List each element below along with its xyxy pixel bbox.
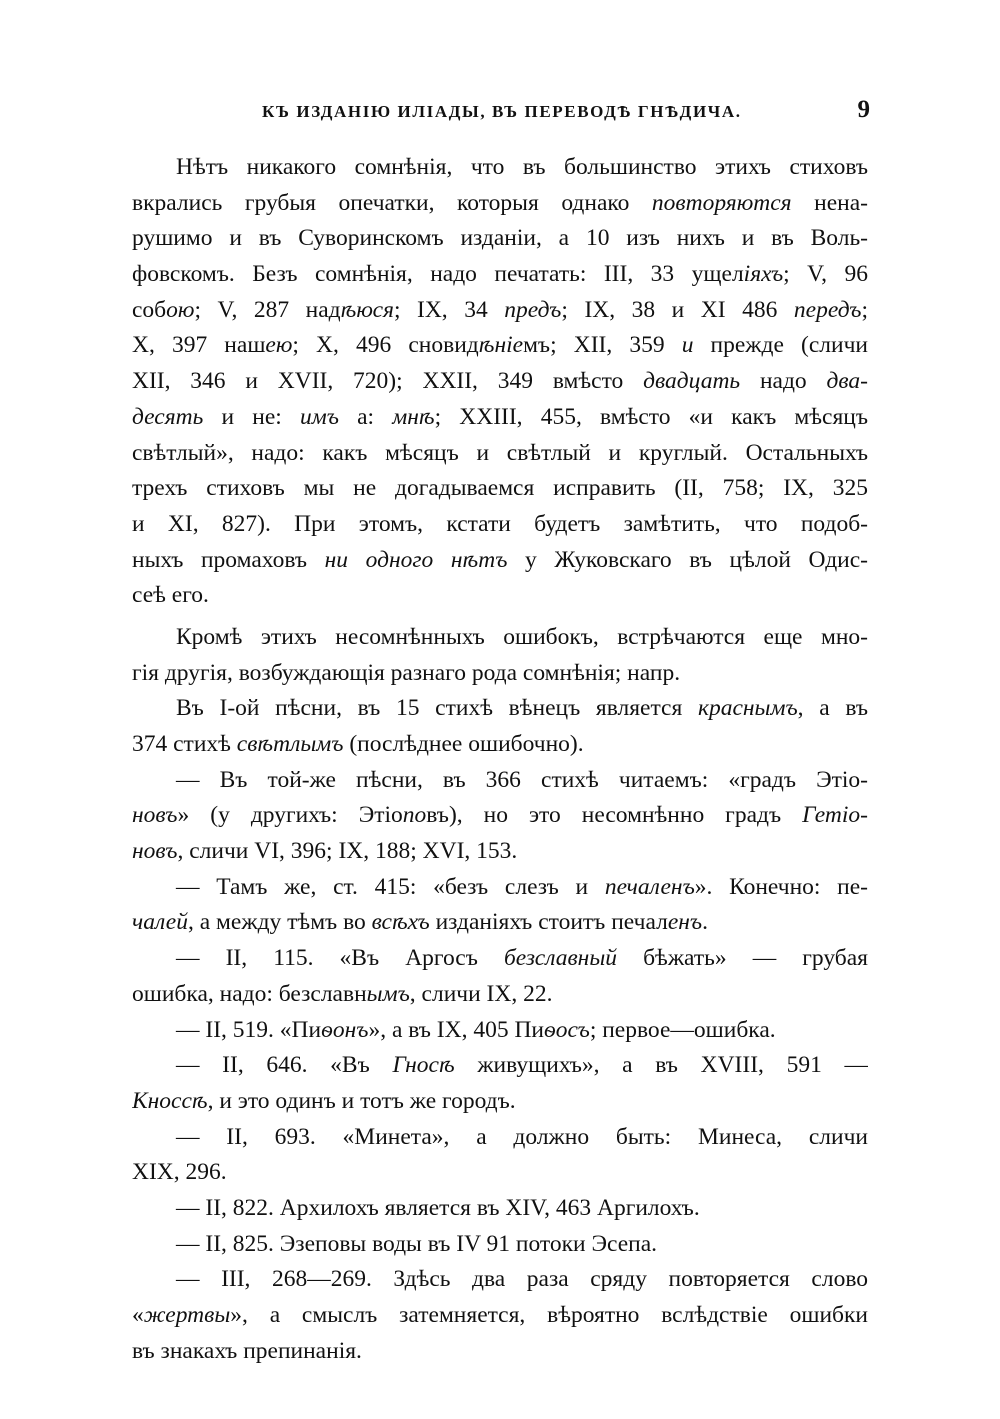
text-line xyxy=(132,507,868,543)
italic-text: двадцать xyxy=(643,368,741,395)
italic-text: новъ xyxy=(132,838,178,865)
italic-text: десять xyxy=(132,403,204,430)
body-text xyxy=(132,150,868,1369)
text-line xyxy=(132,1013,868,1049)
italic-text: краснымъ xyxy=(697,695,798,722)
text-line xyxy=(132,436,868,472)
text-line xyxy=(132,763,868,799)
text-line xyxy=(132,1191,868,1227)
text-segment: вкрались грубыя опечатки, которыя однако xyxy=(132,189,652,216)
text-segment: XIX, 296. xyxy=(132,1159,227,1186)
text-line xyxy=(132,1298,868,1334)
paragraph xyxy=(132,1227,868,1263)
text-segment: ; первое—ошибка. xyxy=(589,1016,776,1043)
italic-text: предъ xyxy=(504,296,562,323)
paragraph xyxy=(132,1262,868,1369)
text-segment: Въ I-ой пѣсни, въ 15 стихѣ вѣнецъ является xyxy=(176,695,698,722)
text-segment: , сличи VI, 396; IX, 188; XVI, 153. xyxy=(177,838,518,865)
italic-text: всѣхъ xyxy=(371,909,430,936)
italic-text: свѣтлымъ xyxy=(236,731,344,757)
text-segment: трехъ стиховъ мы не догадываемся исправить (II, 758; IX, 325 xyxy=(132,475,868,502)
paragraph xyxy=(132,1048,868,1119)
italic-text: Гносѣ xyxy=(392,1052,455,1079)
italic-text: ѣніе xyxy=(478,332,524,359)
text-segment: фовскомъ. Безъ сомнѣнія, надо печатать: III, 33 ущел xyxy=(132,261,744,288)
text-segment: а: xyxy=(338,403,393,430)
text-segment: — Въ той-же пѣсни, въ 366 стихѣ читаемъ: «градъ Этіо- xyxy=(176,766,868,793)
text-segment: — II, 115. «Въ Аргосъ xyxy=(176,945,504,972)
text-segment: свѣтлый», надо: какъ мѣсяцъ и свѣтлый и круглый. Остальныхъ xyxy=(132,439,868,466)
paragraph xyxy=(132,941,868,1012)
italic-text: іяхъ xyxy=(743,261,784,288)
text-segment: бѣжать» — грубая xyxy=(617,945,868,972)
paragraph xyxy=(132,150,868,614)
text-segment: . xyxy=(702,909,708,936)
italic-text: ѣюся xyxy=(340,296,394,323)
text-line xyxy=(132,1048,868,1084)
page-number: 9 xyxy=(857,96,870,123)
text-segment: изданіяхъ стоитъ печал xyxy=(429,909,668,936)
text-segment: мъ; XII, 359 xyxy=(523,332,682,359)
text-line xyxy=(132,727,868,763)
paragraph xyxy=(132,691,868,762)
text-segment: — II, 519. «Пи xyxy=(176,1016,322,1043)
italic-text: мнѣ xyxy=(392,403,435,430)
italic-text: и xyxy=(681,332,694,359)
text-segment: ошибка, надо: безславн xyxy=(132,980,367,1007)
text-segment: — II, 693. «Минета», а должно быть: Минеса, сличи xyxy=(176,1123,868,1150)
text-segment: — Тамъ же, ст. 415: «безъ слезъ и xyxy=(176,873,605,900)
text-line xyxy=(132,798,868,834)
italic-text: ею xyxy=(265,332,293,359)
text-line xyxy=(132,656,868,692)
text-line xyxy=(132,905,868,941)
text-segment: въ), но это несомнѣнно градъ xyxy=(426,802,803,829)
text-segment: ». Конечно: пе- xyxy=(694,873,868,900)
text-segment: — II, 646. «Въ xyxy=(176,1052,393,1079)
paragraph xyxy=(132,1013,868,1049)
italic-text: ѳосъ xyxy=(544,1016,590,1043)
text-segment: и не: xyxy=(203,403,300,430)
italic-text: жертвы xyxy=(143,1302,231,1328)
italic-text: Гетіо- xyxy=(802,802,868,829)
text-segment: надо xyxy=(740,368,827,395)
text-line xyxy=(132,150,868,186)
italic-text: два- xyxy=(826,368,868,395)
text-segment: сеѣ его. xyxy=(132,582,209,609)
text-segment: нена- xyxy=(791,189,868,216)
text-segment: Кромѣ этихъ несомнѣнныхъ ошибокъ, встрѣчаются еще мно- xyxy=(176,623,868,650)
text-line xyxy=(132,578,868,614)
italic-text: енъ xyxy=(667,909,703,936)
text-segment: X, 397 наш xyxy=(132,332,266,359)
running-title: КЪ ИЗДАНІЮ ИЛІАДЫ, ВЪ ПЕРЕВОДѢ ГНѢДИЧА. xyxy=(262,102,742,121)
italic-text: ѳонъ xyxy=(321,1016,369,1043)
text-line xyxy=(132,941,868,977)
text-segment: « xyxy=(132,1302,144,1328)
text-segment: ; X, 496 сновид xyxy=(292,332,479,359)
text-segment: гія другія, возбуждающія разнаго рода сомнѣнія; напр. xyxy=(132,659,681,686)
paragraph xyxy=(132,1191,868,1227)
text-line xyxy=(132,186,868,222)
text-segment: — II, 825. Эзеповы воды въ IV 91 потоки Эсепа. xyxy=(176,1230,658,1257)
text-line xyxy=(132,620,868,656)
text-line xyxy=(132,1334,868,1370)
text-line xyxy=(132,293,868,329)
italic-text: безславный xyxy=(503,945,618,972)
text-segment: Нѣтъ никакого сомнѣнія, что въ большинство этихъ стиховъ xyxy=(176,154,868,180)
text-line xyxy=(132,364,868,400)
text-segment: XII, 346 и XVII, 720); XXII, 349 вмѣсто xyxy=(132,368,644,395)
italic-text: ою xyxy=(166,296,195,323)
text-line xyxy=(132,471,868,507)
text-segment: , а между тѣмъ во xyxy=(187,909,372,936)
text-segment: въ знакахъ препинанія. xyxy=(132,1337,362,1364)
text-segment: ; xyxy=(861,296,868,323)
italic-text: печаленъ xyxy=(604,873,695,900)
italic-text: новъ xyxy=(132,802,178,829)
paragraph xyxy=(132,763,868,870)
text-segment: прежде (сличи xyxy=(693,332,868,359)
text-segment: ; XXIII, 455, вмѣсто «и какъ мѣсяцъ xyxy=(434,403,868,430)
text-line xyxy=(132,257,868,293)
text-segment: , и это одинъ и тотъ же городъ. xyxy=(207,1087,516,1114)
running-head xyxy=(132,98,868,128)
text-segment: ; IX, 34 xyxy=(393,296,505,323)
text-line xyxy=(132,543,868,579)
italic-text: передъ xyxy=(793,296,862,323)
text-line xyxy=(132,1155,868,1191)
text-line xyxy=(132,1120,868,1156)
italic-text: имъ xyxy=(299,403,339,430)
text-segment: , а въ xyxy=(797,695,868,722)
text-line xyxy=(132,1262,868,1298)
text-segment: соб xyxy=(132,296,167,323)
text-line xyxy=(132,977,868,1013)
text-segment: и XI, 827). При этомъ, кстати будетъ замѣтить, что подоб- xyxy=(132,510,868,537)
text-segment: » (у другихъ: Этіо xyxy=(177,802,403,829)
italic-text: Кноссѣ xyxy=(132,1087,208,1114)
text-segment: у Жуковскаго въ цѣлой Одис- xyxy=(507,546,868,573)
text-line xyxy=(132,400,868,436)
italic-text: ымъ xyxy=(366,980,410,1007)
text-line xyxy=(132,1227,868,1263)
text-segment: — II, 822. Архилохъ является въ XIV, 463 Аргилохъ. xyxy=(176,1194,700,1221)
text-line xyxy=(132,1084,868,1120)
text-segment: », а смыслъ затемняется, вѣроятно вслѣдствіе ошибки xyxy=(230,1302,868,1328)
text-segment: , сличи IX, 22. xyxy=(409,980,553,1007)
text-segment: рушимо и въ Суворинскомъ изданіи, а 10 изъ нихъ и въ Воль- xyxy=(132,225,868,252)
text-line xyxy=(132,691,868,727)
paragraph xyxy=(132,870,868,941)
text-segment: ; IX, 38 и XI 486 xyxy=(561,296,794,323)
text-line xyxy=(132,870,868,906)
paragraph xyxy=(132,620,868,691)
italic-text: ни одного нѣтъ xyxy=(324,546,508,573)
text-segment: ныхъ промаховъ xyxy=(132,546,325,573)
text-segment: (послѣднее ошибочно). xyxy=(343,731,584,757)
text-segment: — III, 268—269. Здѣсь два раза сряду повторяется слово xyxy=(176,1266,868,1293)
paragraph xyxy=(132,1120,868,1191)
text-line xyxy=(132,328,868,364)
text-segment: живущихъ», а въ XVIII, 591 — xyxy=(454,1052,868,1079)
text-segment: », а въ IX, 405 Пи xyxy=(368,1016,544,1043)
text-segment: 374 стихѣ xyxy=(132,731,237,757)
text-line xyxy=(132,221,868,257)
italic-text: по xyxy=(402,802,427,829)
text-segment: ; V, 287 над xyxy=(194,296,341,323)
text-line xyxy=(132,834,868,870)
italic-text: повторяются xyxy=(651,189,792,216)
italic-text: чалей xyxy=(132,909,188,936)
text-segment: ; V, 96 xyxy=(783,261,868,288)
